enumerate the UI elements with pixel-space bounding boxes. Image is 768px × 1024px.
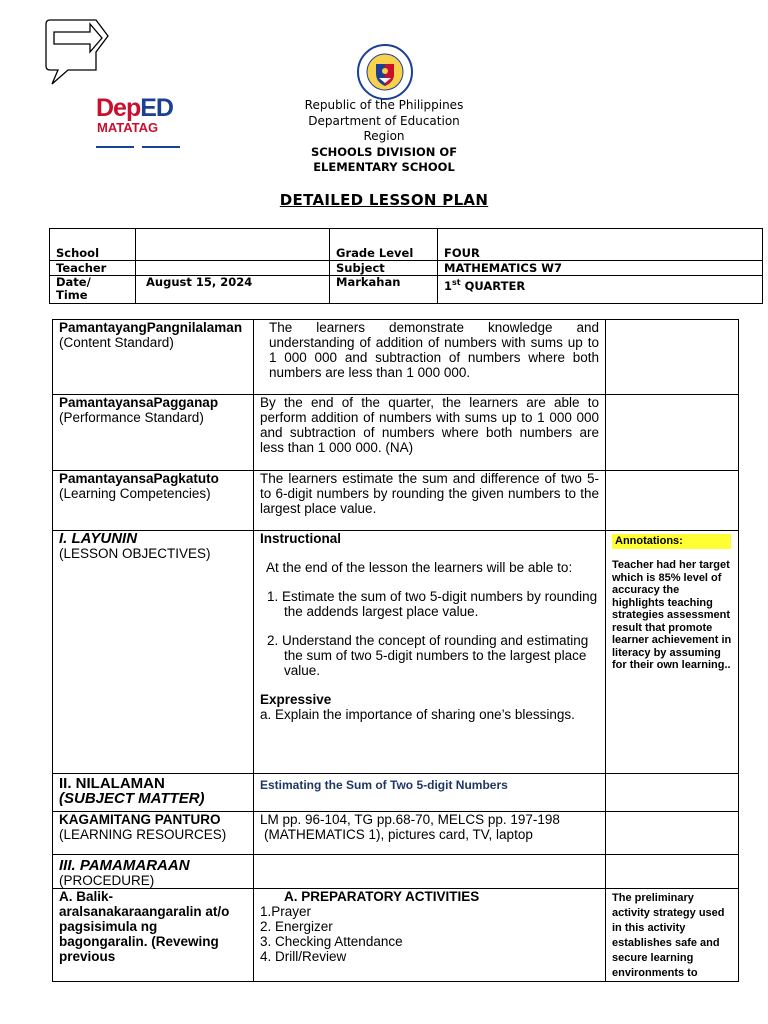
markahan-label: Markahan xyxy=(330,276,438,304)
performance-standard-row xyxy=(53,395,739,471)
date-value: August 15, 2024 xyxy=(136,276,330,304)
expressive-objective: a. Explain the importance of sharing one’s blessings. xyxy=(260,707,575,722)
objective-2: 2. Understand the concept of rounding and estimating the sum of two 5-digit numbers to the largest place value. xyxy=(267,633,589,678)
prep-item-prayer: 1.Prayer xyxy=(260,904,312,919)
preparatory-activities: A. PREPARATORY ACTIVITIES 1.Prayer 2. Energizer 3. Checking Attendance 4. Drill/Review xyxy=(254,889,606,982)
subject-matter-text: Estimating the Sum of Two 5-digit Numbers xyxy=(254,774,606,812)
subject-label: Subject xyxy=(330,261,438,276)
subject-matter-row xyxy=(53,774,739,812)
lesson-table xyxy=(52,319,739,982)
resources-text: LM pp. 96-104, TG pp.68-70, MELCS pp. 197-198 (MATHEMATICS 1), pictures card, TV, laptop xyxy=(254,812,606,855)
quarter-value: 1st QUARTER xyxy=(438,276,763,304)
subject-matter-notes xyxy=(606,774,739,812)
agency-header xyxy=(234,98,534,176)
annotation-preliminary: The preliminary activity strategy used in this activity establishes safe and secure learning environments to xyxy=(606,889,739,982)
procedure-content xyxy=(254,855,606,889)
resources-label: KAGAMITANG PANTURO (LEARNING RESOURCES) xyxy=(53,812,254,855)
logo-ed-text: ED xyxy=(140,94,173,122)
prep-item-energizer: 2. Energizer xyxy=(260,919,333,934)
prep-item-drill: 4. Drill/Review xyxy=(260,949,347,964)
grade-level-value: FOUR xyxy=(438,229,763,261)
objective-1: 1. Estimate the sum of two 5-digit numbers by rounding the addends largest place value. xyxy=(267,589,598,619)
procedure-row xyxy=(53,855,739,889)
resources-notes xyxy=(606,812,739,855)
objectives-row xyxy=(53,531,739,774)
objectives-intro: At the end of the lesson the learners will be able to: xyxy=(266,560,573,575)
header-republic: Republic of the Philippines xyxy=(304,98,464,112)
subject-value: MATHEMATICS W7 xyxy=(438,261,763,276)
competencies-label: PamantayansaPagkatuto (Learning Competencies) xyxy=(53,471,254,531)
prep-item-attendance: 3. Checking Attendance xyxy=(260,934,403,949)
date-time-label: Date/ Time xyxy=(50,276,136,304)
logo-matatag-text: MATATAG xyxy=(97,120,159,135)
procedure-label: III. PAMAMARAAN (PROCEDURE) xyxy=(53,855,254,889)
page-title: DETAILED LESSON PLAN xyxy=(279,191,489,209)
content-standard-row xyxy=(53,320,739,395)
subject-matter-label: II. NILALAMAN (SUBJECT MATTER) xyxy=(53,774,254,812)
school-label: School xyxy=(50,229,136,261)
content-standard-text: The learners demonstrate knowledge and understanding of addition of numbers with sums up to 1 000 000 and subtraction of numbers where both numbers are less than 1 000 000. xyxy=(254,320,606,395)
performance-standard-text: By the end of the quarter, the learners are able to perform addition of numbers with sums up to 1 000 000 and subtraction of numbers where both numbers are less than 1 000 000. (NA) xyxy=(254,395,606,471)
grade-level-label: Grade Level xyxy=(330,229,438,261)
content-standard-label: PamantayangPangnilalaman (Content Standard) xyxy=(53,320,254,395)
annotation-text: Teacher had her target which is 85% level of accuracy the highlights teaching strategies assessment result that promote learner achievement in literacy by assuming for their own learning.. xyxy=(612,559,732,671)
competencies-notes xyxy=(606,471,739,531)
competencies-row xyxy=(53,471,739,531)
procedure-notes xyxy=(606,855,739,889)
review-row xyxy=(53,889,739,982)
expressive-heading: Expressive xyxy=(260,692,332,707)
objectives-content xyxy=(254,531,606,774)
deped-matatag-logo xyxy=(96,95,206,154)
deped-seal-icon xyxy=(357,44,413,100)
annotations-cell xyxy=(606,531,739,774)
header-school: ELEMENTARY SCHOOL xyxy=(313,160,455,174)
performance-standard-notes xyxy=(606,395,739,471)
school-value xyxy=(136,229,330,261)
resources-row xyxy=(53,812,739,855)
header-region: Region xyxy=(363,129,405,143)
annotations-label: Annotations: xyxy=(612,534,731,549)
content-standard-notes xyxy=(606,320,739,395)
logo-tagline-decoration xyxy=(96,145,182,150)
header-division: SCHOOLS DIVISION OF xyxy=(310,144,458,159)
performance-standard-label: PamantayansaPagganap (Performance Standard) xyxy=(53,395,254,471)
competencies-text: The learners estimate the sum and difference of two 5- to 6-digit numbers by rounding the given numbers to the largest place value. xyxy=(254,471,606,531)
logo-dep-text: Dep xyxy=(96,94,141,122)
teacher-value xyxy=(136,261,330,276)
objectives-label: I. LAYUNIN (LESSON OBJECTIVES) xyxy=(53,531,254,774)
teacher-label: Teacher xyxy=(50,261,136,276)
speech-bubble-icon xyxy=(44,18,112,86)
review-label: A. Balik-aralsanakaraangaralin at/o pagsisimula ng bagongaralin. (Revewing previous xyxy=(53,889,254,982)
instructional-heading: Instructional xyxy=(260,531,342,546)
header-department: Department of Education xyxy=(308,113,460,128)
info-table xyxy=(49,228,763,304)
